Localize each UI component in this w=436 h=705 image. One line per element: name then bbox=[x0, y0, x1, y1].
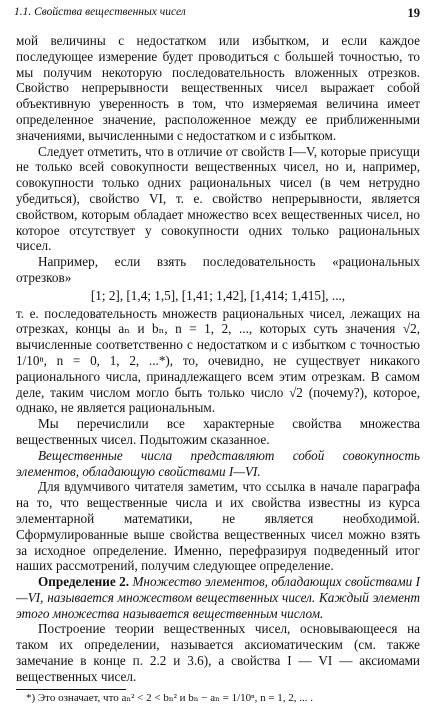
page-number: 19 bbox=[407, 6, 420, 20]
paragraph-continuation: мой величины с недостатком или избытком, и если каждое последующее измерение будет проводиться с большей точностью, то мы получим некоторую последовательность вложенных отрезков. Свойство непрерывности вещественных чисел выражает собой объективную уверенность в том, что измеряемая величина имеет определенное значение, расположенное между ее приближенными значениями, вычисленными с недостатком и с избытком. bbox=[16, 33, 420, 143]
definition-text: Множество элементов, обладающих свойствами I—VI, называется множеством вещественных чисел. Каждый элемент этого множества называется вещественным числом. bbox=[16, 574, 421, 621]
definition-label: Определение 2. bbox=[38, 574, 130, 590]
paragraph-reader-note: Для вдумчивого читателя заметим, что ссылка в начале параграфа на то, что вещественные числа и их свойства известны из курса элементарной математики, не является необходимой. Сформулированные выше свойства вещественных чисел можно взять за исходное определение. Именно, перефразируя подведенный итог наших рассмотрений, получим следующее определение. bbox=[16, 479, 420, 574]
footnote: *) Это означает, что aₙ² < 2 < bₙ² и bₙ − aₙ = 1/10ⁿ, n = 1, 2, ... . bbox=[26, 691, 314, 704]
page-body bbox=[16, 33, 420, 705]
paragraph-continuity-property: Следует отметить, что в отличие от свойств I—V, которые присущи не только всей совокупности вещественных чисел, но и, например, совокупности только одних рациональных чисел (в чем нетрудно убедиться), свойство VI, т. е. свойство непрерывности, является свойством, которым обладает множество всех вещественных чисел, но которое отсутствует у совокупности одних только рациональных чисел. bbox=[16, 143, 420, 254]
definition-2 bbox=[16, 574, 420, 621]
paragraph-example-explanation: т. е. последовательность множеств рациональных чисел, лежащих на отрезках, концы aₙ и bₙ, n = 1, 2, ..., которых суть значения √2, вычисленные соответственно с недостатком и с избытком с точностью 1/10ⁿ, n = 0, 1, 2, ...*), то, очевидно, не существует никакого рационального числа, принадлежащего всем этим отрезкам. В самом деле, таким числом могло быть только число √2 (почему?), которое, однако, не является рациональным. bbox=[16, 305, 420, 416]
paragraph-summary: Мы перечислили все характерные свойства множества вещественных чисел. Подытожим сказанное. bbox=[16, 416, 420, 447]
paragraph-axiomatic: Построение теории вещественных чисел, основывающееся на таком их определении, называется аксиоматическим (см. также замечание в конце п. 2.2 и 3.6), а свойства I — VI — аксиомами вещественных чисел. bbox=[16, 621, 420, 684]
paragraph-italic-conclusion: Вещественные числа представляют собой совокупность элементов, обладающую свойствами I—VI. bbox=[16, 447, 420, 479]
paragraph-example-intro: Например, если взять последовательность «рациональных отрезков» bbox=[16, 254, 420, 285]
nested-intervals-sequence: [1; 2], [1,4; 1,5], [1,41; 1,42], [1,414; 1,415], ..., bbox=[90, 287, 346, 303]
page-header bbox=[14, 6, 420, 24]
footnote-divider bbox=[16, 689, 126, 690]
running-title: 1.1. Свойства вещественных чисел bbox=[14, 6, 186, 18]
